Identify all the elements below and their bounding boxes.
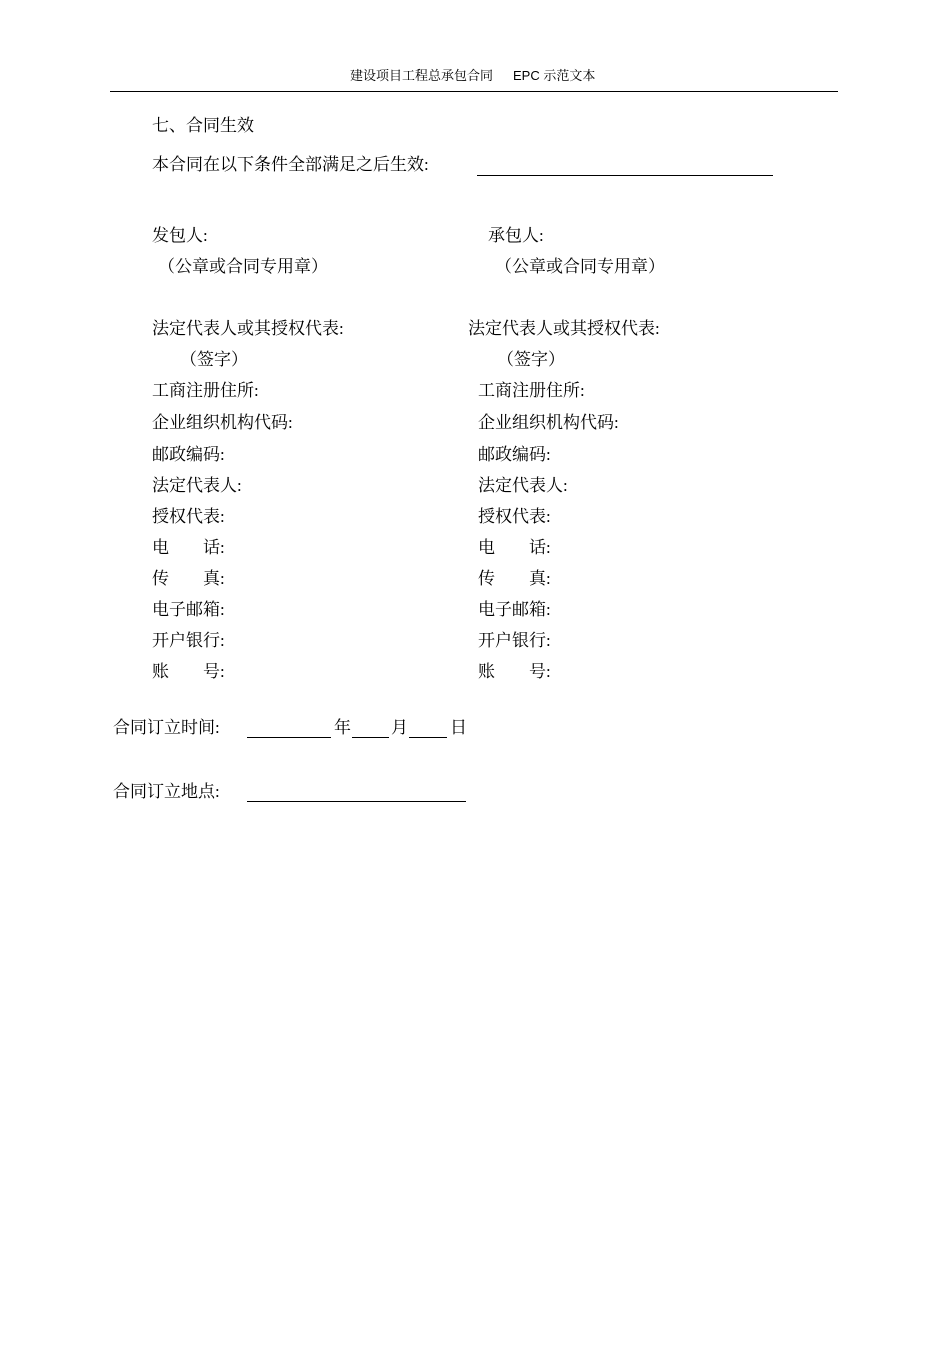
employer-field-authorized-rep: 授权代表:: [152, 507, 225, 526]
contractor-signature-note: （签字）: [497, 350, 565, 369]
contractor-field-email: 电子邮箱:: [478, 600, 551, 619]
contractor-field-phone: 电 话:: [478, 538, 551, 557]
signing-day-unit: 日: [450, 718, 467, 737]
employer-field-org-code: 企业组织机构代码:: [152, 413, 293, 432]
signing-date-label: 合同订立时间:: [113, 718, 220, 737]
header-rule: [110, 91, 838, 92]
effective-condition-label: 本合同在以下条件全部满足之后生效:: [152, 155, 429, 174]
contractor-label: 承包人:: [488, 226, 544, 245]
employer-field-postcode: 邮政编码:: [152, 445, 225, 464]
employer-field-email: 电子邮箱:: [152, 600, 225, 619]
signing-place-label: 合同订立地点:: [113, 782, 220, 801]
signing-month-unit: 月: [391, 718, 408, 737]
employer-field-account: 账 号:: [152, 662, 225, 681]
contractor-field-postcode: 邮政编码:: [478, 445, 551, 464]
signing-month-blank: [352, 737, 389, 738]
employer-field-legal-rep: 法定代表人:: [152, 476, 242, 495]
contractor-field-fax: 传 真:: [478, 569, 551, 588]
employer-seal-note: （公章或合同专用章）: [158, 257, 328, 276]
employer-field-fax: 传 真:: [152, 569, 225, 588]
contractor-field-org-code: 企业组织机构代码:: [478, 413, 619, 432]
contractor-representative-label: 法定代表人或其授权代表:: [468, 319, 660, 338]
header-subtitle: EPC 示范文本: [513, 68, 596, 83]
contractor-field-authorized-rep: 授权代表:: [478, 507, 551, 526]
employer-signature-note: （签字）: [180, 350, 248, 369]
employer-field-phone: 电 话:: [152, 538, 225, 557]
employer-label: 发包人:: [152, 226, 208, 245]
effective-condition-blank: [477, 175, 773, 176]
employer-field-bank: 开户银行:: [152, 631, 225, 650]
signing-year-unit: 年: [334, 718, 351, 737]
header-title: 建设项目工程总承包合同: [350, 68, 494, 83]
contractor-field-account: 账 号:: [478, 662, 551, 681]
section-heading: 七、合同生效: [152, 116, 254, 135]
employer-field-address: 工商注册住所:: [152, 381, 259, 400]
signing-day-blank: [409, 737, 447, 738]
contractor-field-bank: 开户银行:: [478, 631, 551, 650]
signing-year-blank: [247, 737, 331, 738]
contractor-seal-note: （公章或合同专用章）: [495, 257, 665, 276]
signing-place-blank: [247, 801, 466, 802]
contractor-field-legal-rep: 法定代表人:: [478, 476, 568, 495]
contractor-field-address: 工商注册住所:: [478, 381, 585, 400]
employer-representative-label: 法定代表人或其授权代表:: [152, 319, 344, 338]
